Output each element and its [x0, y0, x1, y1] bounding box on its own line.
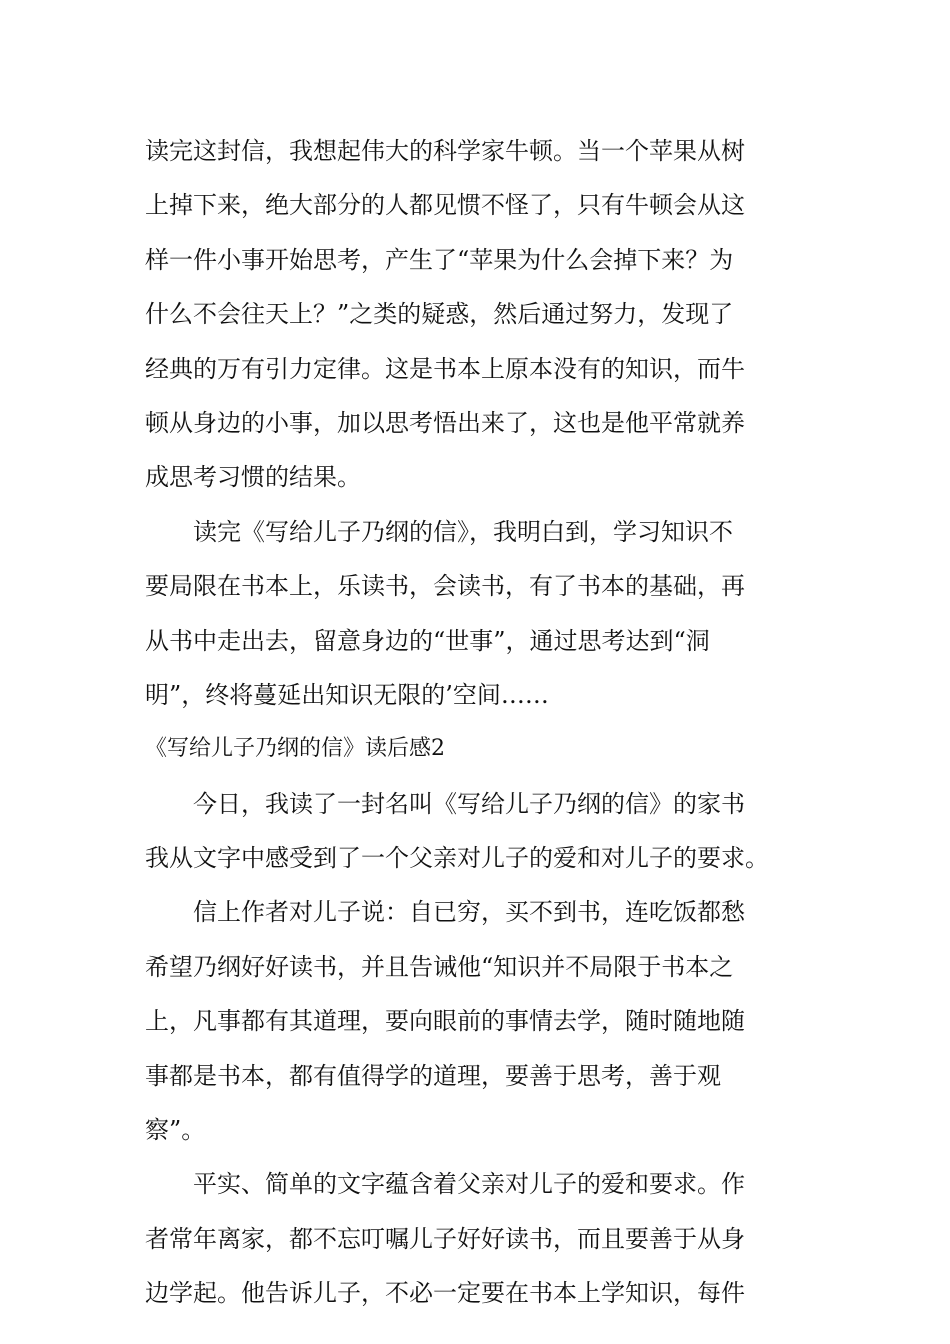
text-line: 察”。: [145, 1116, 206, 1145]
section-heading: 《写给儿子乃纲的信》读后感2: [145, 736, 445, 762]
text-line: 什么不会往天上？”之类的疑惑，然后通过努力，发现了: [145, 300, 734, 329]
text-line: 上，凡事都有其道理，要向眼前的事情去学，随时随地随: [145, 1007, 745, 1036]
text-line: 要局限在书本上，乐读书，会读书，有了书本的基础，再: [145, 572, 745, 601]
text-line: 读完这封信，我想起伟大的科学家牛顿。当一个苹果从树: [145, 137, 745, 165]
text-line: 顿从身边的小事，加以思考悟出来了，这也是他平常就养: [145, 408, 745, 437]
text-line: 事都是书本，都有值得学的道理，要善于思考，善于观: [145, 1061, 721, 1090]
text-line: 上掉下来，绝大部分的人都见惯不怪了，只有牛顿会从这: [145, 191, 745, 220]
text-line: 边学起。他告诉儿子，不必一定要在书本上学知识，每件: [145, 1279, 745, 1308]
text-line: 今日，我读了一封名叫《写给儿子乃纲的信》的家书: [193, 789, 745, 818]
text-line: 我从文字中感受到了一个父亲对儿子的爱和对儿子的要求。: [145, 844, 769, 873]
text-line: 从书中走出去，留意身边的“世事”，通过思考达到“洞: [145, 626, 710, 655]
text-line: 样一件小事开始思考，产生了“苹果为什么会掉下来？为: [145, 245, 734, 274]
text-line: 读完《写给儿子乃纲的信》，我明白到，学习知识不: [193, 517, 733, 546]
text-line: 信上作者对儿子说：自已穷，买不到书，连吃饭都愁: [193, 898, 745, 927]
text-line: 经典的万有引力定律。这是书本上原本没有的知识，而牛: [145, 354, 745, 383]
document-body: [145, 124, 807, 1321]
text-line: 平实、简单的文字蕴含着父亲对儿子的爱和要求。作: [193, 1170, 745, 1199]
text-line: 成思考习惯的结果。: [145, 463, 361, 492]
text-line: 明”，终将蔓延出知识无限的’空间……: [145, 680, 549, 709]
text-line: 希望乃纲好好读书，并且告诫他“知识并不局限于书本之: [145, 952, 734, 981]
text-line: 者常年离家，都不忘叮嘱儿子好好读书，而且要善于从身: [145, 1224, 745, 1253]
